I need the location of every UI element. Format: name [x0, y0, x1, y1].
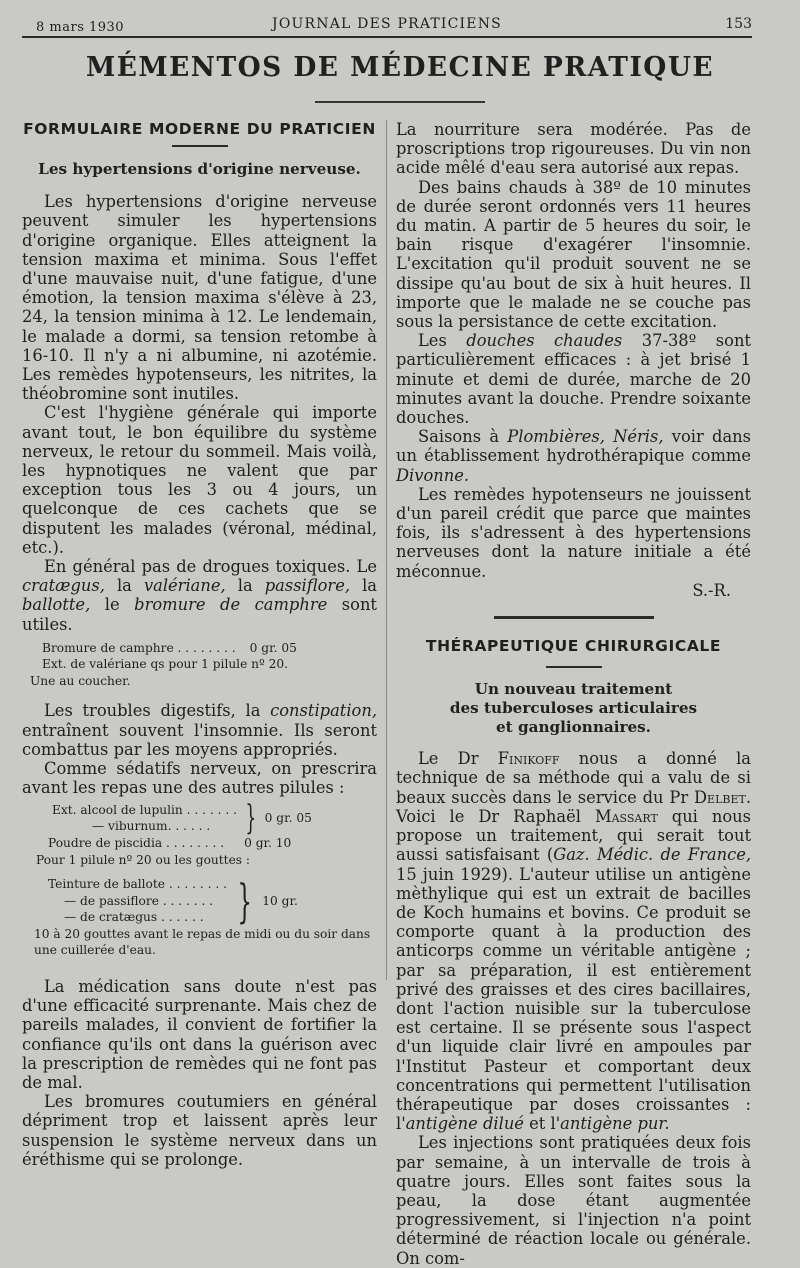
- journal-name: JOURNAL DES PRATICIENS: [272, 16, 502, 32]
- paragraph: En général pas de drogues toxiques. Le cratægus, la valériane, la passiflore, la ballotte, le bromure de camphre sont utiles.: [22, 557, 378, 634]
- paragraph: Les bromures coutumiers en général dépriment trop et laissent après leur suspension le système nerveux dans un éréthisme qui se prolonge.: [22, 1092, 377, 1169]
- page-number: 153: [725, 16, 752, 32]
- paragraph: Les hypertensions d'origine nerveuse peuvent simuler les hypertensions d'origine organique. Elles atteignent la tension maxima et minima. Sous l'effet d'une mauvaise nuit, d'une fatigue, d'une émotion, la tension maxima s'élève à 23, 24, la tension minima à 12. Le lendemain, le malade a dormi, sa tension retombe à 16-10. Il n'y a ni albumine, ni azotémie. Les remèdes hypotenseurs, les nitrites, la théobromine sont inutiles.: [22, 192, 377, 404]
- left-column: [22, 120, 377, 1169]
- article-divider: [494, 616, 654, 619]
- paragraph: Les injections sont pratiquées deux fois par semaine, à un intervalle de trois à quatre jours. Elles sont faites sous la peau, la dose étant augmentée progressivement, si l'injection n'a point déterminé de réaction locale ou générale. On com-: [396, 1133, 751, 1268]
- right-column: [396, 120, 751, 1268]
- paragraph: Des bains chauds à 38º de 10 minutes de durée seront ordonnés vers 11 heures du matin. A partir de 5 heures du soir, le bain risque d'exagérer l'insomnie. L'excitation qu'il produit souvent ne se dissipe qu'au bout de six à huit heures. Il importe que le malade ne se couche pas sous la persistance de cette excitation.: [396, 177, 751, 332]
- prescription: Bromure de camphre . . . . . . . . 0 gr. 05 Ext. de valériane qs pour 1 pilule nº 20. Une au coucher.: [30, 640, 297, 688]
- running-header: [22, 10, 752, 38]
- article-title: Un nouveau traitement des tuberculoses articulaires et ganglionnaires.: [449, 680, 698, 737]
- paragraph: Le Dr Finikoff nous a donné la technique de sa méthode qui a valu de si beaux succès dans le service du Pr Delbet. Voici le Dr Raphaël Massart qui nous propose un traitement, qui serait tout aussi satisfaisant (Gaz. Médic. de France, 15 juin 1929). L'auteur utilise un antigène mèthylique qui est un extrait de bacilles de Koch humains et bovins. Ce produit se comporte quant à la production des anticorps comme un véritable antigène ; par sa préparation, il est entièrement privé des graisses et des cires bacillaires, dont l'action nuisible sur la tuberculose est certaine. Il se présente sous l'aspect d'un liquide clair livré en ampoules par l'Institut Pasteur et comportant deux concentrations qui permettent l'utilisation thérapeutique par doses croissantes : l'antigène dilué et l'antigène pur.: [396, 749, 751, 1134]
- paragraph: Comme sédatifs nerveux, on prescrira avant les repas une des autres pilules :: [22, 758, 377, 798]
- signature: S.-R.: [692, 580, 731, 600]
- prescription: Ext. alcool de lupulin . . . . . . . — viburnum. . . . . . } 0 gr. 05 Poudre de piscidia . . . . . . . . 0 gr. 10 Pour 1 pilule nº 20 ou les gouttes :: [36, 798, 312, 867]
- paragraph: Les troubles digestifs, la constipation, entraînent souvent l'insomnie. Ils seront combattus par les moyens appropriés.: [22, 701, 377, 759]
- paragraph: C'est l'hygiène générale qui importe avant tout, le bon équilibre du système nerveux, le retour du sommeil. Mais voilà, les hypnotiques ne valent que par exception tous les 3 ou 4 jours, un quelconque de ces cachets que se disputent les malades (véronal, médinal, etc.).: [22, 403, 377, 557]
- paragraph: Les douches chaudes 37-38º sont particulièrement efficaces : à jet brisé 1 minute et demi de durée, marche de 20 minutes avant la douche. Prendre soixante douches.: [396, 331, 751, 428]
- section-heading: THÉRAPEUTIQUE CHIRURGICALE: [425, 637, 722, 656]
- article-title: Les hypertensions d'origine nerveuse.: [38, 160, 361, 179]
- issue-date: 8 mars 1930: [36, 20, 125, 35]
- prescription: Teinture de ballote . . . . . . . . — de passiflore . . . . . . . — de cratægus . . . . . . } 10 gr. 10 à 20 gouttes avant le repas de midi ou du soir dans une cuillerée d'eau.: [34, 874, 371, 958]
- paragraph: La médication sans doute n'est pas d'une efficacité surprenante. Mais chez de pareils malades, il convient de fortifier la confiance qu'ils ont dans la guérison avec la prescription de remèdes qui ne font pas de mal.: [22, 976, 377, 1092]
- column-divider: [386, 120, 387, 980]
- section-rule: [546, 666, 602, 668]
- paragraph: La nourriture sera modérée. Pas de proscriptions trop rigoureuses. Du vin non acide mêlé d'eau sera autorisé aux repas.: [396, 120, 751, 178]
- section-heading: FORMULAIRE MODERNE DU PRATICIEN: [23, 120, 376, 138]
- paragraph: Les remèdes hypotenseurs ne jouissent d'un pareil crédit que parce que maintes fois, ils s'adressent à des hypertensions nerveuses dont la nature initiale a été méconnue.: [396, 484, 751, 581]
- section-rule: [172, 145, 228, 147]
- title-rule: [315, 101, 485, 103]
- paragraph: Saisons à Plombières, Néris, voir dans un établissement hydrothérapique comme Divonne.: [396, 427, 752, 485]
- page-title: MÉMENTOS DE MÉDECINE PRATIQUE: [85, 52, 715, 83]
